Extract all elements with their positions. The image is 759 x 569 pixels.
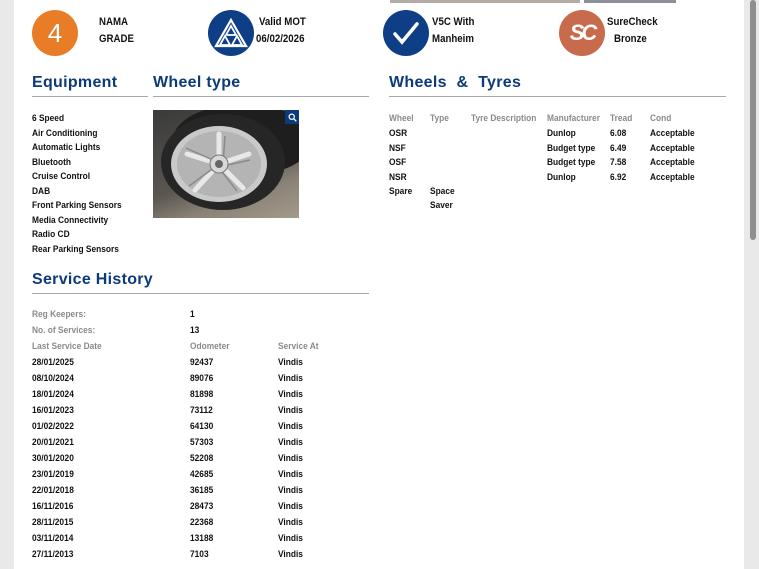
v5c-label: V5C With bbox=[432, 16, 475, 28]
tyre-wheel: NSR bbox=[389, 171, 407, 183]
col-odometer: Odometer bbox=[190, 341, 230, 352]
v5c-badge bbox=[383, 10, 503, 56]
tyre-manufacturer: Dunlop bbox=[547, 171, 576, 183]
service-odometer: 42685 bbox=[190, 469, 214, 480]
num-services-value: 13 bbox=[190, 325, 200, 336]
tyre-condition: Acceptable bbox=[650, 142, 695, 154]
service-date: 28/11/2015 bbox=[32, 517, 74, 528]
surecheck-badge bbox=[559, 10, 679, 56]
service-date: 01/02/2022 bbox=[32, 421, 74, 432]
service-location: Vindis bbox=[278, 469, 303, 480]
service-date: 03/11/2014 bbox=[32, 533, 74, 544]
service-location: Vindis bbox=[278, 485, 303, 496]
service-location: Vindis bbox=[278, 405, 303, 416]
nama-grade-badge bbox=[32, 10, 142, 56]
service-history-divider bbox=[32, 293, 369, 294]
service-date: 30/01/2020 bbox=[32, 453, 74, 464]
equipment-item: DAB bbox=[32, 185, 51, 197]
zoom-icon[interactable] bbox=[285, 110, 299, 124]
mot-label: Valid MOT bbox=[259, 16, 306, 28]
scrollbar-thumb[interactable] bbox=[750, 0, 756, 240]
service-location: Vindis bbox=[278, 373, 303, 384]
tyre-type: Space bbox=[430, 186, 455, 198]
service-date: 27/11/2013 bbox=[32, 549, 74, 560]
tyre-condition: Acceptable bbox=[650, 157, 695, 169]
photo-strip[interactable] bbox=[390, 0, 580, 3]
col-service-date: Last Service Date bbox=[32, 341, 102, 352]
equipment-item: Air Conditioning bbox=[32, 127, 98, 139]
equipment-divider bbox=[32, 96, 148, 97]
service-location: Vindis bbox=[278, 549, 303, 560]
tyre-wheel: NSF bbox=[389, 142, 406, 154]
service-date: 08/10/2024 bbox=[32, 373, 74, 384]
report-page bbox=[14, 0, 744, 569]
wheel-type-title: Wheel type bbox=[153, 74, 241, 91]
tyre-tread: 7.58 bbox=[610, 157, 627, 169]
reg-keepers-label: Reg Keepers: bbox=[32, 309, 86, 320]
service-odometer: 73112 bbox=[190, 405, 213, 416]
service-location: Vindis bbox=[278, 389, 303, 400]
service-date: 22/01/2018 bbox=[32, 485, 74, 496]
service-location: Vindis bbox=[278, 437, 303, 448]
photo-strip[interactable] bbox=[584, 0, 676, 3]
service-date: 28/01/2025 bbox=[32, 357, 74, 368]
service-date: 16/11/2016 bbox=[32, 501, 74, 512]
num-services-label: No. of Services: bbox=[32, 325, 96, 336]
reg-keepers-value: 1 bbox=[190, 309, 195, 320]
equipment-item: Bluetooth bbox=[32, 156, 72, 168]
service-location: Vindis bbox=[278, 357, 303, 368]
wheels-tyres-divider bbox=[389, 96, 726, 97]
tyre-wheel: OSF bbox=[389, 157, 407, 169]
service-odometer: 81898 bbox=[190, 389, 214, 400]
col-cond: Cond bbox=[650, 113, 672, 124]
wheel-illustration bbox=[153, 110, 299, 218]
service-location: Vindis bbox=[278, 533, 303, 544]
service-odometer: 64130 bbox=[190, 421, 214, 432]
service-date: 18/01/2024 bbox=[32, 389, 74, 400]
service-odometer: 57303 bbox=[190, 437, 214, 448]
surecheck-level: Bronze bbox=[614, 33, 647, 45]
equipment-item: Media Connectivity bbox=[32, 214, 109, 226]
service-location: Vindis bbox=[278, 501, 303, 512]
tyre-manufacturer: Budget type bbox=[547, 157, 596, 169]
col-manufacturer: Manufacturer bbox=[547, 113, 600, 124]
service-odometer: 13188 bbox=[190, 533, 214, 544]
service-odometer: 36185 bbox=[190, 485, 214, 496]
service-location: Vindis bbox=[278, 421, 303, 432]
tyre-tread: 6.08 bbox=[610, 128, 627, 139]
tyre-wheel: OSR bbox=[389, 128, 408, 139]
tyre-type: Saver bbox=[430, 200, 453, 212]
col-tread: Tread bbox=[610, 113, 633, 124]
equipment-item: Automatic Lights bbox=[32, 142, 101, 153]
service-odometer: 92437 bbox=[190, 357, 214, 368]
wheel-type-divider bbox=[153, 96, 369, 97]
service-odometer: 89076 bbox=[190, 373, 214, 384]
service-date: 20/01/2021 bbox=[32, 437, 74, 448]
grade-label: GRADE bbox=[99, 33, 134, 45]
equipment-title: Equipment bbox=[32, 74, 118, 91]
tyre-wheel: Spare bbox=[389, 186, 413, 198]
tyre-condition: Acceptable bbox=[650, 171, 695, 183]
equipment-item: Radio CD bbox=[32, 229, 70, 240]
service-odometer: 22368 bbox=[190, 517, 214, 528]
service-odometer: 28473 bbox=[190, 501, 214, 512]
nama-label: NAMA bbox=[99, 16, 129, 28]
wheels-tyres-title: Wheels & Tyres bbox=[389, 74, 522, 91]
surecheck-label: SureCheck bbox=[607, 16, 658, 28]
v5c-holder: Manheim bbox=[432, 33, 474, 45]
wheel-photo[interactable] bbox=[153, 110, 299, 218]
service-location: Vindis bbox=[278, 453, 303, 464]
tyre-tread: 6.92 bbox=[610, 171, 627, 183]
tyre-manufacturer: Dunlop bbox=[547, 128, 576, 139]
mot-badge bbox=[208, 10, 338, 56]
equipment-item: 6 Speed bbox=[32, 113, 65, 124]
col-description: Tyre Description bbox=[471, 113, 537, 124]
grade-circle: 4 bbox=[32, 10, 78, 56]
service-history-title: Service History bbox=[32, 271, 154, 288]
service-location: Vindis bbox=[278, 517, 303, 528]
col-type: Type bbox=[430, 113, 449, 124]
service-date: 16/01/2023 bbox=[32, 405, 74, 416]
service-odometer: 52208 bbox=[190, 453, 214, 464]
mot-date: 06/02/2026 bbox=[256, 33, 305, 45]
service-odometer: 7103 bbox=[190, 549, 209, 560]
surecheck-logo-icon: SC bbox=[559, 10, 605, 56]
col-service-at: Service At bbox=[278, 341, 319, 352]
col-wheel: Wheel bbox=[389, 113, 414, 124]
service-date: 23/01/2019 bbox=[32, 469, 74, 480]
equipment-item: Front Parking Sensors bbox=[32, 200, 122, 211]
equipment-item: Rear Parking Sensors bbox=[32, 243, 119, 255]
tyre-condition: Acceptable bbox=[650, 128, 695, 139]
mot-triangle-icon bbox=[208, 10, 254, 56]
tyre-tread: 6.49 bbox=[610, 142, 627, 154]
checkmark-icon bbox=[383, 10, 429, 56]
equipment-item: Cruise Control bbox=[32, 171, 91, 182]
tyre-manufacturer: Budget type bbox=[547, 142, 596, 154]
